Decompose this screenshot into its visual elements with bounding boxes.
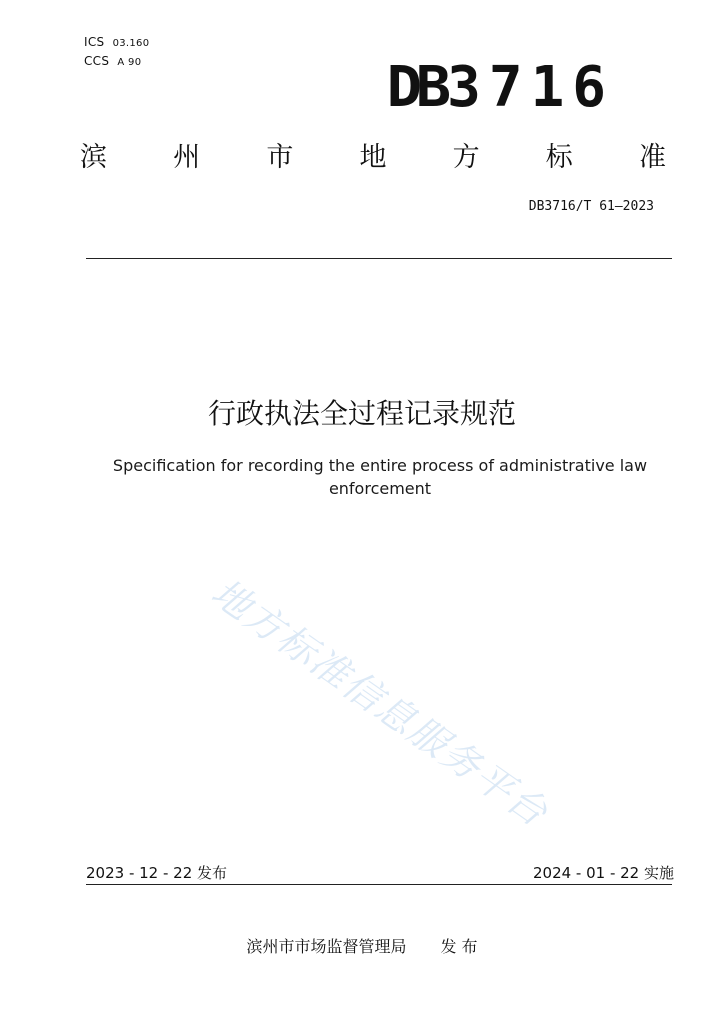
standard-type-char: 准 <box>638 142 666 173</box>
standard-type-char: 标 <box>545 142 573 173</box>
document-title-english: Specification for recording the entire process of administrative law enforcement <box>112 456 648 498</box>
publisher-line <box>0 934 724 957</box>
db-standard-code <box>388 56 614 120</box>
standard-type-char: 市 <box>266 142 294 173</box>
db-number: 3716 <box>447 55 614 120</box>
standard-type-char: 滨 <box>80 142 107 173</box>
bottom-divider <box>86 884 672 885</box>
ics-code: 03.160 <box>112 38 150 49</box>
top-divider <box>86 258 672 259</box>
db-prefix: DB <box>386 55 445 120</box>
standard-type-heading <box>80 138 666 178</box>
ccs-code: A 90 <box>117 57 142 68</box>
document-title-chinese: 行政执法全过程记录规范 <box>207 397 516 430</box>
standard-type-char: 州 <box>173 142 201 173</box>
standard-number: DB3716/T 61—2023 <box>528 199 654 214</box>
implementation-date: 2024 - 01 - 22 实施 <box>532 864 674 882</box>
ics-label: ICS <box>84 35 105 49</box>
issue-date: 2023 - 12 - 22 发布 <box>86 864 228 882</box>
ics-classification <box>84 35 149 49</box>
watermark-text: 地方标准信息服务平台 <box>203 570 557 836</box>
ccs-classification <box>84 54 141 68</box>
publish-action: 发 布 <box>440 937 478 956</box>
standard-type-char: 地 <box>359 142 387 173</box>
standard-type-char: 方 <box>452 142 480 173</box>
ccs-label: CCS <box>84 54 110 68</box>
publisher-name: 滨州市市场监督管理局 <box>246 937 407 956</box>
